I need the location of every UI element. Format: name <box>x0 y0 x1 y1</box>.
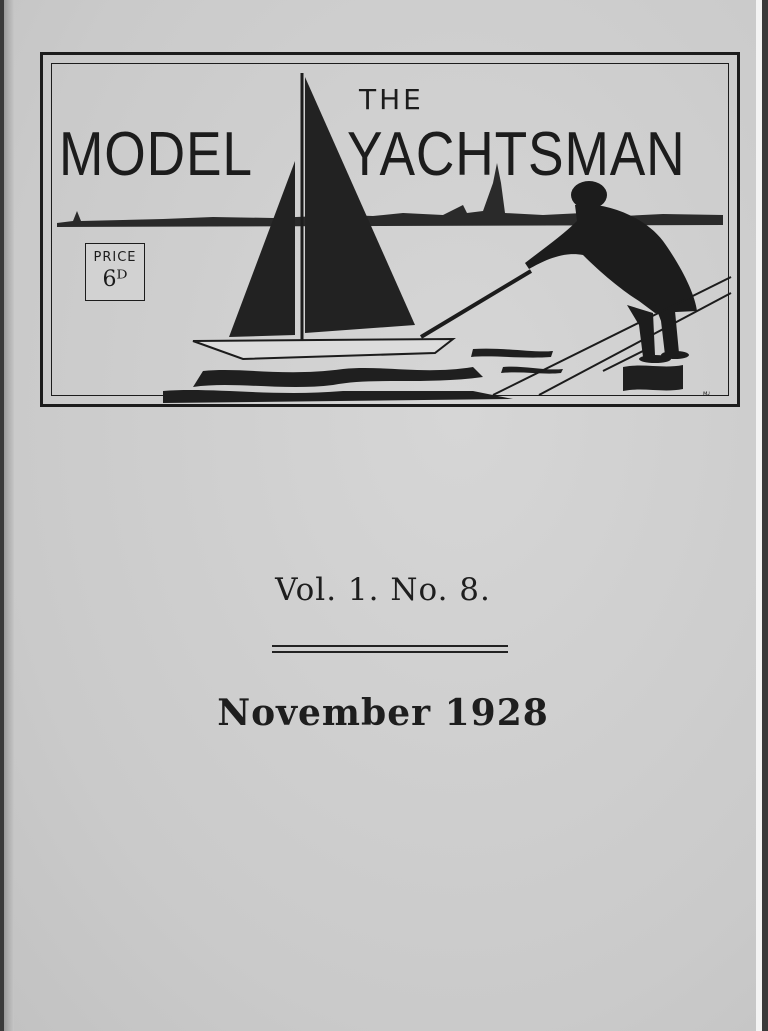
price-value: 6ᴰ <box>102 267 128 292</box>
boat-pole <box>421 271 531 337</box>
title-yachtsman: YACHTSMAN <box>347 120 686 189</box>
cover-illustration-banner <box>40 52 740 407</box>
pond-edge <box>493 277 731 395</box>
price-box <box>85 243 145 301</box>
title-the: THE <box>359 83 424 116</box>
title-model: MODEL <box>59 120 253 189</box>
divider-rule-top <box>272 645 508 647</box>
issue-date: November 1928 <box>217 692 549 734</box>
boat-hull <box>193 339 453 359</box>
artist-monogram: ᴍᴊ <box>703 390 710 397</box>
figure-reflection <box>623 365 683 391</box>
water-ripples <box>163 349 563 403</box>
divider-rule-bottom <box>272 651 508 653</box>
page-edge <box>756 0 762 1031</box>
magazine-cover-page <box>4 0 762 1031</box>
page-spine-shadow <box>4 0 14 1031</box>
volume-issue-line: Vol. 1. No. 8. <box>275 572 491 608</box>
price-label: PRICE <box>93 250 137 265</box>
